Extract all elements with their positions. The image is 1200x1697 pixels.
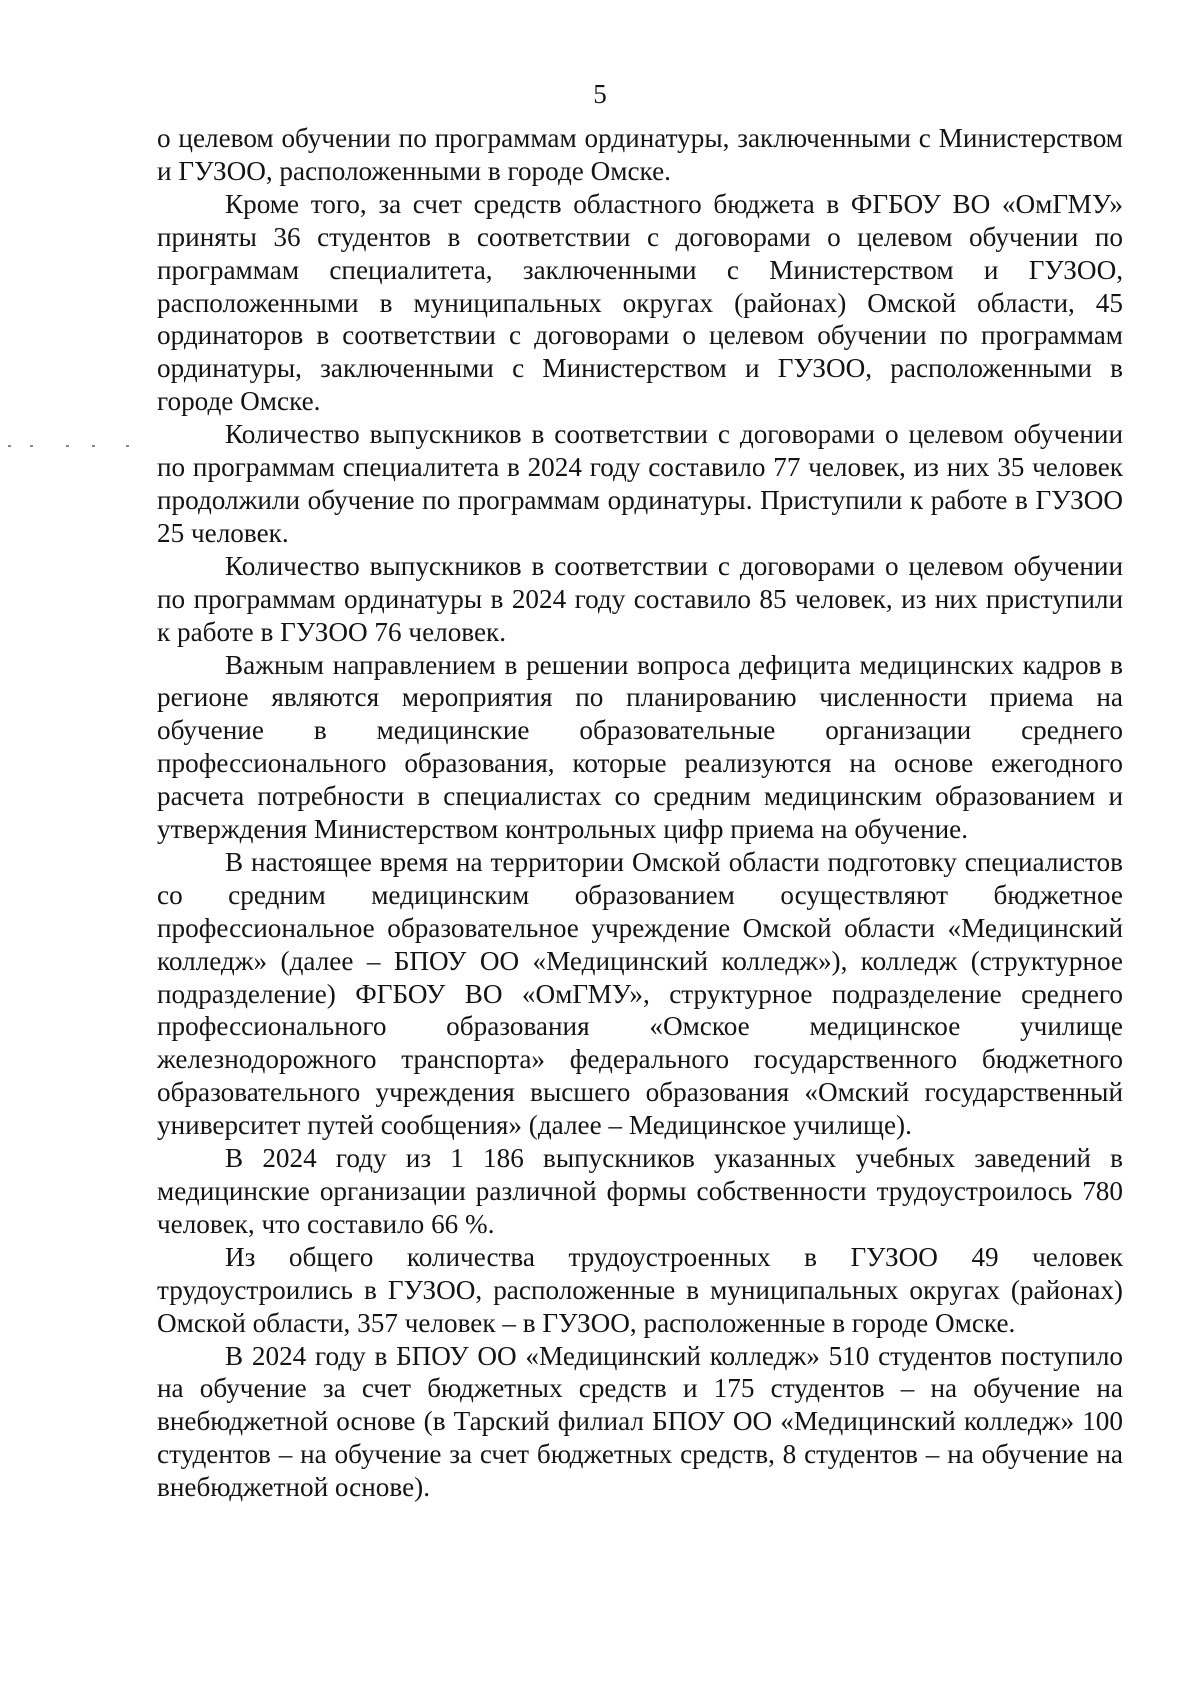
page-number: 5	[593, 79, 607, 109]
scan-artifact-marks	[8, 445, 138, 455]
paragraph-specialty-graduates: Количество выпускников в соответствии с договорами о целевом обучении по программам специалитета в 2024 году составило 77 человек, из них 35 человек продолжили обучение по программам ординатуры. Приступили к работе в ГУЗОО 25 человек.	[157, 419, 1123, 548]
paragraph-employment-distribution: Из общего количества трудоустроенных в ГУЗОО 49 человек трудоустроились в ГУЗОО, расположенные в муниципальных округах (районах) Омской области, 357 человек – в ГУЗОО, расположенные в городе Омске.	[157, 1241, 1123, 1338]
paragraph-residency-graduates: Количество выпускников в соответствии с договорами о целевом обучении по программам ординатуры в 2024 году составило 85 человек, из них приступили к работе в ГУЗОО 76 человек.	[157, 550, 1123, 647]
paragraph-training-institutions: В настоящее время на территории Омской области подготовку специалистов со средним медицинским образованием осуществляют бюджетное профессиональное образовательное учреждение Омской области «Медицинский колледж» (далее – БПОУ ОО «Медицинский колледж»), колледж (структурное подразделение) ФГБОУ ВО «ОмГМУ», структурное подразделение среднего профессионального образования «Омское медицинское училище железнодорожного транспорта» федерального государственного бюджетного образовательного учреждения высшего образования «Омский государственный университет путей сообщения» (далее – Медицинское училище).	[157, 846, 1123, 1141]
paragraph-continuation: о целевом обучении по программам ординатуры, заключенными с Министерством и ГУЗОО, расположенными в городе Омске.	[157, 123, 1123, 186]
paragraph-college-admission: В 2024 году в БПОУ ОО «Медицинский колледж» 510 студентов поступило на обучение за счет бюджетных средств и 175 студентов – на обучение на внебюджетной основе (в Тарский филиал БПОУ ОО «Медицинский колледж» 100 студентов – на обучение за счет бюджетных средств, 8 студентов – на обучение на внебюджетной основе).	[157, 1340, 1123, 1503]
document-body	[157, 122, 1123, 1504]
paragraph-admission-planning: Важным направлением в решении вопроса дефицита медицинских кадров в регионе являются мероприятия по планированию численности приема на обучение в медицинские образовательные организации среднего профессионального образования, которые реализуются на основе ежегодного расчета потребности в специалистах со средним медицинским образованием и утверждения Министерством контрольных цифр приема на обучение.	[157, 649, 1123, 845]
paragraph-regional-budget-admission: Кроме того, за счет средств областного бюджета в ФГБОУ ВО «ОмГМУ» приняты 36 студентов в соответствии с договорами о целевом обучении по программам специалитета, заключенными с Министерством и ГУЗОО, расположенными в муниципальных округах (районах) Омской области, 45 ординаторов в соответствии с договорами о целевом обучении по программам ординатуры, заключенными с Министерством и ГУЗОО, расположенными в городе Омске.	[157, 188, 1123, 417]
paragraph-graduate-employment: В 2024 году из 1 186 выпускников указанных учебных заведений в медицинские организации различной формы собственности трудоустроилось 780 человек, что составило 66 %.	[157, 1143, 1123, 1239]
